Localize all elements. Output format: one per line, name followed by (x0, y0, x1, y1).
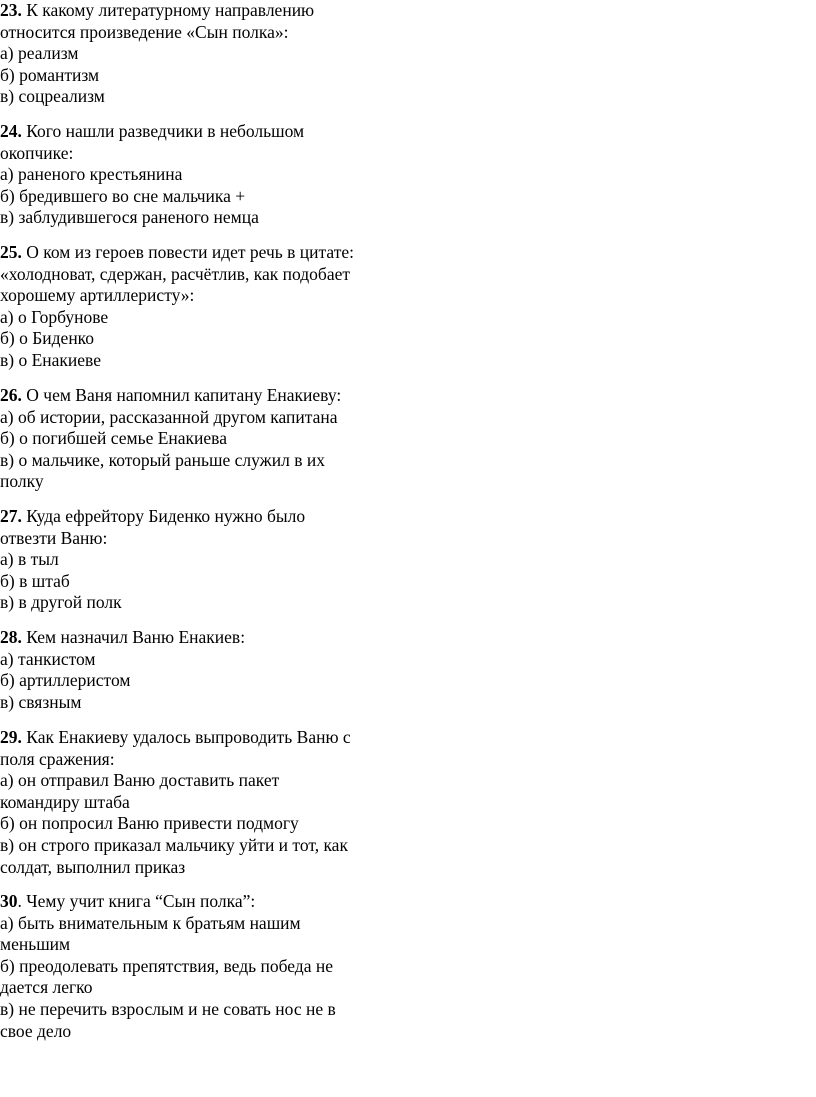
question-text: Кого нашли разведчики в небольшом (26, 121, 305, 141)
question-text-line (0, 121, 420, 143)
question-25 (0, 242, 420, 372)
question-number: 26. (0, 385, 22, 405)
answer-option: в) соцреализм (0, 86, 105, 107)
answer-option: б) преодолевать препятствия, ведь победа не (0, 955, 333, 976)
question-26 (0, 385, 420, 493)
question-text-line (0, 727, 420, 749)
question-text-line: отвезти Ваню: (0, 527, 108, 548)
answer-option: в) связным (0, 691, 82, 712)
answer-option: дается легко (0, 977, 93, 998)
answer-option: в) не перечить взрослым и не совать нос не в (0, 998, 336, 1019)
answer-option: в) о мальчике, который раньше служил в их (0, 449, 325, 470)
question-number: 27. (0, 506, 22, 526)
answer-option: командиру штаба (0, 791, 130, 812)
question-text: Кем назначил Ваню Енакиев: (26, 627, 246, 647)
answer-option: меньшим (0, 934, 71, 955)
question-23 (0, 0, 420, 108)
question-text: Как Енакиеву удалось выпроводить Ваню с (26, 727, 351, 747)
answer-option: в) заблудившегося раненого немца (0, 207, 259, 228)
question-text-line (0, 506, 420, 528)
question-text-line (0, 385, 420, 407)
question-number: 23. (0, 0, 22, 20)
answer-option: а) быть внимательным к братьям нашим (0, 912, 301, 933)
question-number: 25. (0, 242, 22, 262)
question-text: Куда ефрейтору Биденко нужно было (26, 506, 306, 526)
question-text: К какому литературному направлению (26, 0, 315, 20)
answer-option: а) в тыл (0, 549, 59, 570)
answer-option: а) он отправил Ваню доставить пакет (0, 770, 280, 791)
question-number: 30 (0, 891, 18, 911)
question-30 (0, 891, 420, 1042)
question-text: . Чему учит книга “Сын полка”: (17, 891, 256, 911)
question-text-line (0, 891, 420, 913)
answer-option: а) танкистом (0, 648, 96, 669)
question-text-line: относится произведение «Сын полка»: (0, 21, 289, 42)
answer-option: б) бредившего во сне мальчика + (0, 185, 246, 206)
question-number: 24. (0, 121, 22, 141)
question-text-line: хорошему артиллеристу»: (0, 285, 195, 306)
answer-option: б) романтизм (0, 64, 100, 85)
question-number: 29. (0, 727, 22, 747)
question-text-line: поля сражения: (0, 748, 115, 769)
answer-option: в) в другой полк (0, 592, 122, 613)
question-text-line: окопчике: (0, 142, 74, 163)
answer-option: а) о Горбунове (0, 306, 109, 327)
answer-option: б) артиллеристом (0, 670, 131, 691)
answer-option: б) он попросил Ваню привести подмогу (0, 813, 299, 834)
answer-option: а) об истории, рассказанной другом капитана (0, 406, 338, 427)
answer-option: б) о погибшей семье Енакиева (0, 428, 227, 449)
answer-option: свое дело (0, 1020, 72, 1041)
answer-option: а) реализм (0, 43, 79, 64)
answer-option: а) раненого крестьянина (0, 164, 183, 185)
question-text-line (0, 0, 420, 22)
question-text: О чем Ваня напомнил капитану Енакиеву: (26, 385, 342, 405)
answer-option: солдат, выполнил приказ (0, 856, 186, 877)
answer-option: б) в штаб (0, 570, 70, 591)
question-text-line (0, 627, 420, 649)
question-29 (0, 727, 420, 878)
question-number: 28. (0, 627, 22, 647)
question-text-line (0, 242, 420, 264)
question-28 (0, 627, 420, 713)
answer-option: б) о Биденко (0, 328, 95, 349)
question-text: О ком из героев повести идет речь в цитате: (26, 242, 354, 262)
answer-option: в) он строго приказал мальчику уйти и тот, как (0, 834, 348, 855)
question-text-line: «холодноват, сдержан, расчётлив, как подобает (0, 263, 350, 284)
answer-option: в) о Енакиеве (0, 349, 101, 370)
question-24 (0, 121, 420, 229)
question-27 (0, 506, 420, 614)
answer-option: полку (0, 471, 44, 492)
